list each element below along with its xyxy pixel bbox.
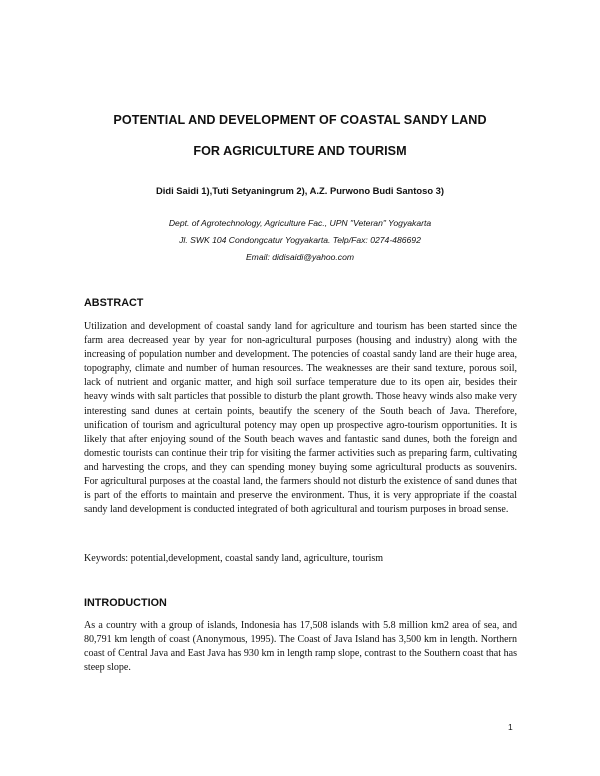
paper-title-line1: POTENTIAL AND DEVELOPMENT OF COASTAL SANDY LAND xyxy=(113,113,487,127)
page-number: 1 xyxy=(508,722,513,732)
author-list: Didi Saidi 1),Tuti Setyaningrum 2), A.Z. Purwono Budi Santoso 3) xyxy=(155,185,445,196)
introduction-heading: INTRODUCTION xyxy=(84,597,167,609)
abstract-body: Utilization and development of coastal sandy land for agriculture and tourism has been started since the farm area decreased year by year for non-agricultural purposes (housing and industry) along with the increasing of population number and development. The potencies of coastal sandy land are their huge area, topography, climate and number of human resources. The weaknesses are their sand texture, porous soil, lack of nutrient and organic matter, and high soil surface temperature due to its open air, besides their heavy winds with salt particles that possible to disturb the plant growth. Those heavy winds also make very interesting sand dunes at certain points, beautify the scenery of the South beach of Java. Therefore, unification of tourism and agricultural potency may open up prospective agro-tourism opportunities. It is likely that after enjoying sound of the South beach waves and fantastic sand dunes, both the foreign and domestic tourists can continue their trip for visiting the farmer activities such as preparing farm, cultivating and harvesting the crops, and they can spending money buying some agricultural products as souvenirs. For agricultural purposes at the coastal land, the farmers should not disturb the existence of sand dunes that is part of the efforts to maintain and preserve the environment. Thus, it is very appropriate if the coastal sandy land development is conducted integrated of both agricultural and tourism purposes in broad sense. xyxy=(84,321,517,516)
affiliation-address: Jl. SWK 104 Condongcatur Yogyakarta. Telp/Fax: 0274-486692 xyxy=(179,235,421,245)
paper-title-line2: FOR AGRICULTURE AND TOURISM xyxy=(193,144,407,158)
abstract-heading: ABSTRACT xyxy=(84,297,144,309)
introduction-body: As a country with a group of islands, Indonesia has 17,508 islands with 5.8 million km2 area of sea, and 80,791 km length of coast (Anonymous, 1995). The Coast of Java Island has 3,500 km in length. Northern coast of Central Java and East Java has 930 km in length ramp slope, contrast to the Southern coast that has steep slope. xyxy=(84,620,517,674)
affiliation-department: Dept. of Agrotechnology, Agriculture Fac., UPN "Veteran" Yogyakarta xyxy=(168,218,432,228)
keywords-line: Keywords: potential,development, coastal sandy land, agriculture, tourism xyxy=(84,553,384,564)
affiliation-email: Email: didisaidi@yahoo.com xyxy=(245,252,355,262)
